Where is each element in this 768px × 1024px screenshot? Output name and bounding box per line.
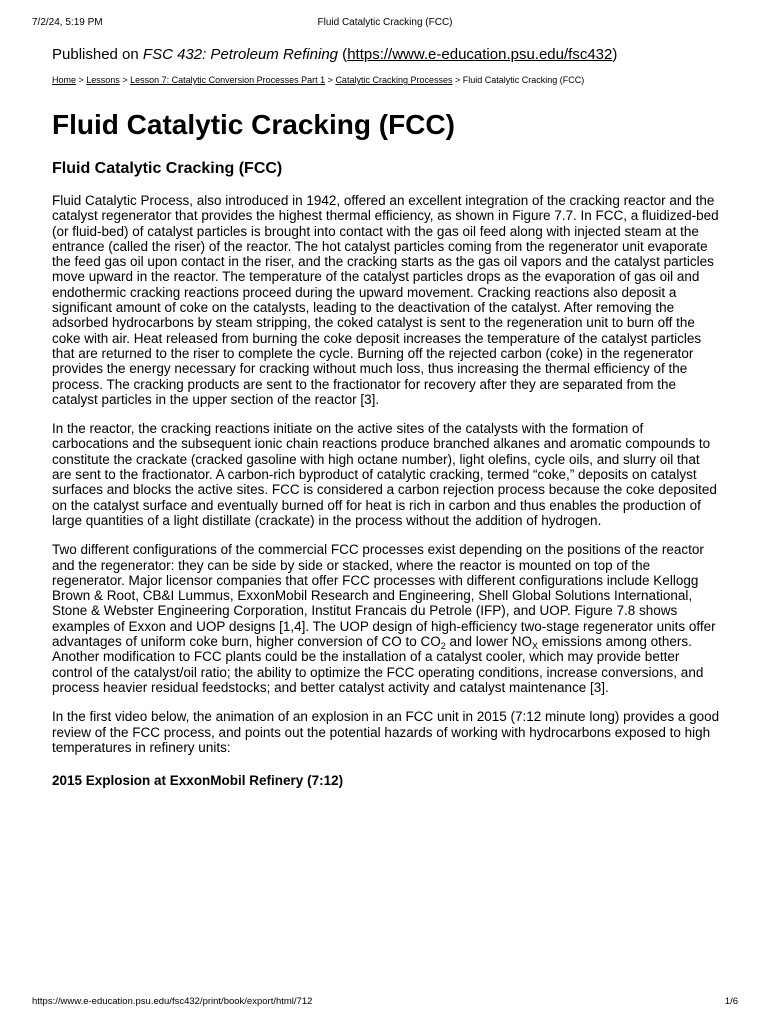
course-url-link[interactable]: https://www.e-education.psu.edu/fsc432: [347, 46, 613, 63]
paragraph-fcc-process: Fluid Catalytic Process, also introduced in 1942, offered an excellent integration of the cracking reactor and the catalyst regenerator that provides the highest thermal efficiency, as shown in Figure 7.7. In FCC, a fluidized-bed (or fluid-bed) of catalyst particles is brought into contact with the gas oil feed along with injected steam at the entrance (called the riser) of the reactor. The hot catalyst particles coming from the regenerator unit evaporate the feed gas oil upon contact in the riser, and the cracking starts as the gas oil vapors and the catalyst particles move upward in the reactor. The temperature of the catalyst particles drops as the evaporation of gas oil and endothermic cracking reactions proceed during the upward movement. Cracking reactions also deposit a significant amount of coke on the catalysts, leading to the deactivation of the catalyst. After removing the adsorbed hydrocarbons by steam stripping, the coked catalyst is sent to the regeneration unit to burn off the coke with air. Heat released from burning the coke deposit increases the temperature of the catalyst particles that are returned to the riser to complete the cycle. Burning off the rejected carbon (coke) in the regenerator provides the energy necessary for cracking without much loss, thus increasing the thermal efficiency of the process. The cracking products are sent to the fractionator for recovery after they are separated from the catalyst particles in the upper section of the reactor [3].: [52, 193, 719, 407]
paragraph-configurations-part2: and lower NO: [445, 634, 533, 650]
paragraph-configurations-part1: Two different configurations of the commercial FCC processes exist depending on the positions of the reactor and the regenerator: they can be side by side or stacked, where the reactor is mounted on top of the regenerator. Major licensor companies that offer FCC processes with different configurations include Kellogg Brown & Root, CB&I Lummus, ExxonMobil Research and Engineering, Shell Global Solutions International, Stone & Webster Engineering Corporation, Institut Francais du Petrole (IFP), and UOP. Figure 7.8 shows examples of Exxon and UOP designs [1,4]. The UOP design of high-efficiency two-stage regenerator units offer advantages of uniform coke burn, higher conversion of CO to CO: [52, 542, 716, 650]
video-title: 2015 Explosion at ExxonMobil Refinery (7:12): [52, 773, 344, 789]
paragraph-video-intro: In the first video below, the animation of an explosion in an FCC unit in 2015 (7:12 minute long) provides a good review of the FCC process, and points out the potential hazards of working with hydrocarbons exposed to high temperatures in refinery units:: [52, 709, 720, 755]
page-title: Fluid Catalytic Cracking (FCC): [52, 109, 455, 140]
published-prefix: Published on: [52, 46, 143, 63]
paragraph-reactor: In the reactor, the cracking reactions initiate on the active sites of the catalysts with the formation of carbocations and the subsequent ionic chain reactions produce branched alkanes and aromatic compounds to constitute the crackate (cracked gasoline with high octane number), light olefins, cycle oils, and slurry oil that are sent to the fractionator. A carbon-rich byproduct of catalytic cracking, termed “coke,” deposits on catalyst surfaces and blocks the active sites. FCC is considered a carbon rejection process because the coke deposited on the catalyst surface and eventually burned off for heat is rich in carbon and thus enables the production of large quantities of a light distillate (crackate) in the process without the addition of hydrogen.: [52, 421, 717, 528]
print-page-number: 1/6: [724, 996, 738, 1007]
breadcrumb-link-home[interactable]: Home: [52, 75, 77, 85]
section-title: Fluid Catalytic Cracking (FCC): [52, 160, 283, 177]
breadcrumb-separator: >: [452, 75, 463, 85]
paragraph-configurations-part3: emissions among others. Another modification to FCC plants could be the installation of a catalyst cooler, which may provide better control of the catalyst/oil ratio; the ability to optimize the FCC operating conditions, increase conversions, and process heavier residual feedstocks; and better catalyst activity and catalyst maintenance [3].: [52, 634, 704, 695]
print-page-url: https://www.e-education.psu.edu/fsc432/print/book/export/html/712: [32, 996, 313, 1007]
paragraph-configurations: [52, 542, 720, 695]
published-close-paren: ): [612, 46, 618, 63]
main-content: [52, 46, 720, 789]
subscript-co2: 2: [440, 641, 446, 652]
published-open-paren: (: [338, 46, 348, 63]
breadcrumb: [52, 74, 720, 86]
breadcrumb-separator: >: [76, 75, 87, 85]
course-name: FSC 432: Petroleum Refining: [142, 46, 339, 63]
breadcrumb-link-lessons[interactable]: Lessons: [86, 75, 120, 85]
print-datetime: 7/2/24, 5:19 PM: [32, 17, 103, 28]
breadcrumb-separator: >: [119, 75, 131, 85]
breadcrumb-link-lesson-7[interactable]: Lesson 7: Catalytic Conversion Processes Part 1: [130, 75, 326, 85]
print-document-title: Fluid Catalytic Cracking (FCC): [317, 17, 453, 28]
breadcrumb-link-catalytic-cracking[interactable]: Catalytic Cracking Processes: [335, 75, 453, 85]
published-line: [52, 46, 720, 64]
breadcrumb-separator: >: [325, 75, 336, 85]
breadcrumb-current: Fluid Catalytic Cracking (FCC): [462, 75, 585, 85]
subscript-nox: X: [532, 641, 539, 652]
